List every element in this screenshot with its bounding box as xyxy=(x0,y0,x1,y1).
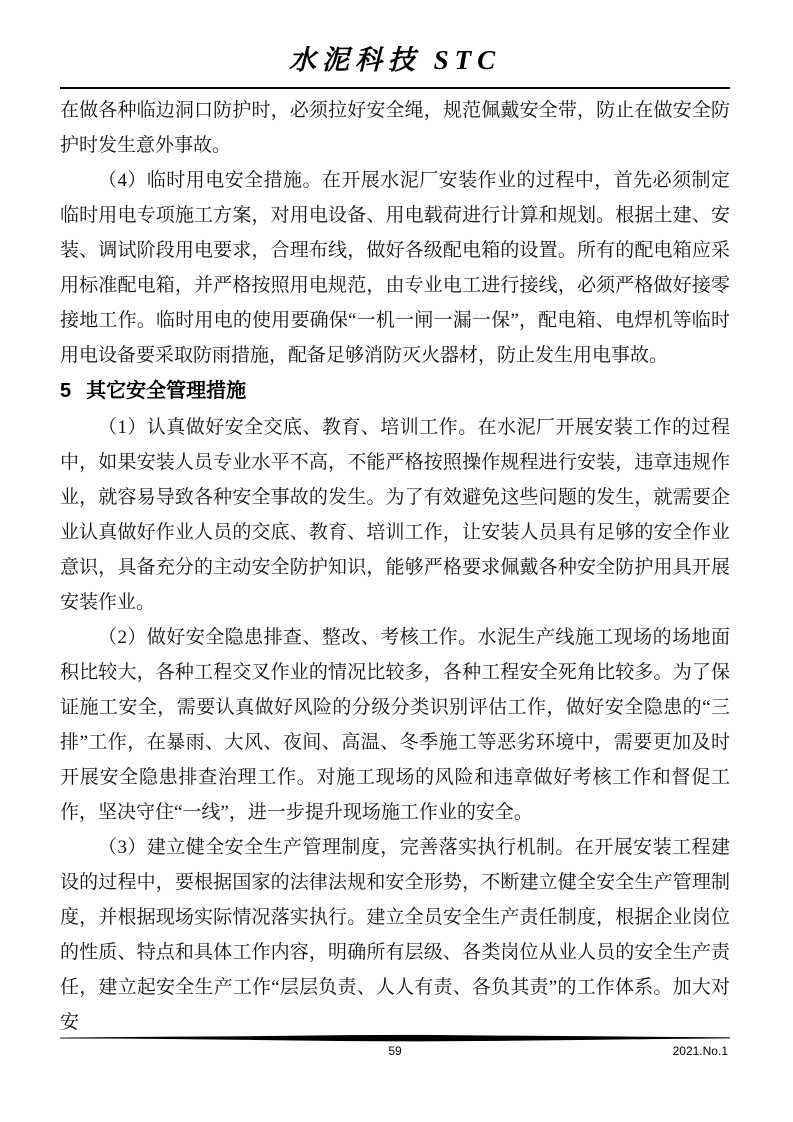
paragraph-continued: 在做各种临边洞口防护时，必须拉好安全绳，规范佩戴安全带，防止在做安全防护时发生意外事故。 xyxy=(60,100,730,156)
paragraph-item-1: （1）认真做好安全交底、教育、培训工作。在水泥厂开展安装工作的过程中，如果安装人员专业水平不高，不能严格按照操作规程进行安装，违章违规作业，就容易导致各种安全事故的发生。为了有效避免这些问题的发生，就需要企业认真做好作业人员的交底、教育、培训工作，让安装人员具有足够的安全作业意识，具备充分的主动安全防护知识，能够严格要求佩戴各种安全防护用具开展安装作业。 xyxy=(60,417,730,613)
paragraph-item-4: （4）临时用电安全措施。在开展水泥厂安装作业的过程中，首先必须制定临时用电专项施工方案，对用电设备、用电载荷进行计算和规划。根据土建、安装、调试阶段用电要求，合理布线，做好各级配电箱的设置。所有的配电箱应采用标准配电箱，并严格按照用电规范，由专业电工进行接线，必须严格做好接零接地工作。临时用电的使用要确保“一机一闸一漏一保”，配电箱、电焊机等临时用电设备要采取防雨措施，配备足够消防灭火器材，防止发生用电事故。 xyxy=(60,170,730,366)
footer-meta xyxy=(60,1044,730,1060)
journal-header xyxy=(60,38,730,77)
paragraph-item-3: （3）建立健全安全生产管理制度，完善落实执行机制。在开展安装工程建设的过程中，要根据国家的法律法规和安全形势，不断建立健全安全生产管理制度，并根据现场实际情况落实执行。建立全员安全生产责任制度，根据企业岗位的性质、特点和具体工作内容，明确所有层级、各类岗位从业人员的安全生产责任，建立起安全生产工作“层层负责、人人有责、各负其责”的工作体系。加大对安 xyxy=(60,837,730,1033)
article-body xyxy=(60,93,730,1040)
paragraph-item-2: （2）做好安全隐患排查、整改、考核工作。水泥生产线施工现场的场地面积比较大，各种工程交叉作业的情况比较多，各种工程安全死角比较多。为了保证施工安全，需要认真做好风险的分级分类识别评估工作，做好安全隐患的“三排”工作，在暴雨、大风、夜间、高温、冬季施工等恶劣环境中，需要更加及时开展安全隐患排查治理工作。对施工现场的风险和违章做好考核工作和督促工作，坚决守住“一线”，进一步提升现场施工作业的安全。 xyxy=(60,627,730,823)
header-rule xyxy=(60,87,730,89)
page-footer xyxy=(60,1034,730,1060)
footer-divider xyxy=(60,1034,730,1043)
page-number: 59 xyxy=(388,1044,402,1058)
journal-title: 水泥科技 STC xyxy=(288,45,502,75)
section-title: 其它安全管理措施 xyxy=(86,380,247,402)
section-number: 5 xyxy=(60,380,72,402)
section-heading xyxy=(60,373,730,410)
issue-number: 2021.No.1 xyxy=(672,1044,728,1058)
